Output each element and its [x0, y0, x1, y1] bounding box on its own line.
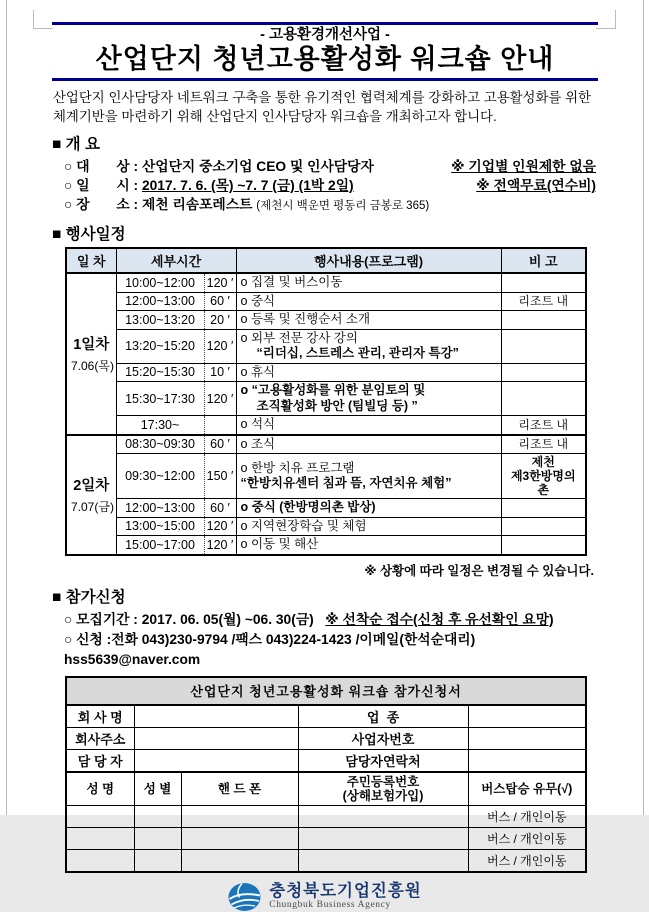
schedule-day-cell — [66, 273, 116, 435]
schedule-remark — [501, 499, 586, 518]
form-field-value — [134, 705, 298, 728]
bullet-circle-icon: ○ — [64, 178, 73, 193]
application-period-line — [52, 610, 598, 630]
form-field-label: 담 당 자 — [66, 749, 134, 772]
schedule-row — [66, 416, 586, 435]
swirl-globe-icon — [228, 882, 262, 912]
participant-header-row — [66, 772, 586, 806]
participant-header-cell: 핸 드 폰 — [181, 772, 298, 806]
participant-name — [66, 805, 134, 827]
schedule-time: 15:00~17:00 — [116, 536, 204, 555]
form-info-row — [66, 705, 586, 728]
schedule-content-line: o 이동 및 해산 — [240, 537, 319, 551]
schedule-content — [236, 273, 501, 292]
schedule-heading: ■ 행사일정 — [52, 226, 126, 243]
schedule-minutes: 150 ′ — [204, 454, 236, 499]
schedule-time: 17:30~ — [116, 416, 204, 435]
schedule-time: 12:00~13:00 — [116, 499, 204, 518]
overview-heading: ■ 개 요 — [52, 136, 100, 153]
schedule-content-line: o 석식 — [240, 417, 276, 431]
form-field-value — [468, 749, 586, 772]
schedule-row — [66, 454, 586, 499]
form-field-label: 업 종 — [298, 705, 468, 728]
schedule-content-line: 조직활성화 방안 (팀빌딩 등) ” — [256, 398, 418, 413]
participant-regnum — [298, 849, 468, 872]
participant-row — [66, 805, 586, 827]
margin-cropmark-topright — [596, 10, 616, 29]
schedule-row — [66, 536, 586, 555]
footer-org-text — [269, 883, 421, 910]
schedule-content — [236, 329, 501, 363]
application-period-note: ※ 선착순 접수(신청 후 유선확인 요망) — [325, 611, 554, 627]
overview-target-text: ○ 대 상 : 산업단지 중소기업 CEO 및 인사담당자 — [64, 159, 374, 174]
schedule-minutes: 120 ′ — [204, 517, 236, 536]
schedule-header-content: 행사내용(프로그램) — [236, 248, 501, 273]
schedule-content — [236, 416, 501, 435]
schedule-content-line: “한방치유센터 침과 뜸, 자연치유 체험” — [240, 476, 452, 490]
participant-header-cell: 주민등록번호 (상해보험가입) — [298, 772, 468, 806]
page-edge-left — [6, 0, 7, 815]
schedule-time: 13:20~15:20 — [116, 329, 204, 363]
participant-bus-option: 버스 / 개인이동 — [468, 805, 586, 827]
program-tag: - 고용환경개선사업 - — [260, 27, 390, 43]
schedule-minutes: 120 ′ — [204, 536, 236, 555]
day-date: 7.07(금) — [71, 500, 114, 514]
schedule-row — [66, 382, 586, 416]
overview-venue-value: 제천 리솜포레스트 — [141, 197, 253, 212]
schedule-time: 08:30~09:30 — [116, 435, 204, 454]
application-form-table — [65, 676, 587, 873]
overview-venue-line — [52, 195, 598, 216]
schedule-content-line: o 조식 — [240, 436, 276, 451]
schedule-header-remark: 비 고 — [501, 248, 586, 273]
margin-cropmark-topleft — [33, 10, 53, 29]
schedule-time: 12:00~13:00 — [116, 292, 204, 311]
schedule-content-line: o 지역현장학습 및 체험 — [240, 518, 367, 533]
schedule-content-line: o 중식 (한방명의촌 밥상) — [240, 500, 376, 514]
schedule-content-line: “리더십, 스트레스 관리, 관리자 특강” — [256, 346, 459, 360]
schedule-row — [66, 273, 586, 292]
participant-header-cell: 버스탑승 유무(√) — [468, 772, 586, 806]
schedule-row — [66, 517, 586, 536]
schedule-table — [65, 247, 587, 556]
schedule-minutes: 120 ′ — [204, 329, 236, 363]
form-info-row — [66, 749, 586, 772]
schedule-content — [236, 454, 501, 499]
participant-phone — [181, 849, 298, 872]
header-rule-bottom — [52, 78, 598, 81]
form-field-value — [468, 705, 586, 728]
schedule-content-line: o 휴식 — [240, 364, 276, 379]
page-edge-right — [643, 0, 644, 815]
overview-datetime-line — [52, 176, 598, 195]
form-field-value — [134, 727, 298, 749]
footer-logo — [52, 882, 598, 912]
form-info-row — [66, 727, 586, 749]
schedule-row — [66, 292, 586, 311]
form-field-value — [134, 749, 298, 772]
schedule-content-line: o 집결 및 버스이동 — [240, 275, 343, 289]
schedule-remark — [501, 382, 586, 416]
application-contact-text: ○ 신청 :전화 043)230-9794 /팩스 043)224-1423 /이메일(한석순대리) hss5639@naver.com — [64, 631, 476, 667]
schedule-minutes: 60 ′ — [204, 499, 236, 518]
org-name-korean: 충청북도기업진흥원 — [269, 882, 422, 900]
schedule-minutes: 60 ′ — [204, 435, 236, 454]
overview-venue-text: ○ 장 소 : 제천 리솜포레스트 (제천시 백운면 평동리 금봉로 365) — [64, 197, 430, 212]
schedule-remark — [501, 273, 586, 292]
overview-venue-label: 장 소 — [76, 197, 130, 212]
schedule-content — [236, 536, 501, 555]
schedule-row — [66, 311, 586, 330]
overview-target-value: 산업단지 중소기업 CEO 및 인사담당자 — [141, 159, 374, 174]
document-content — [52, 0, 598, 912]
participant-header-cell: 성 명 — [66, 772, 134, 806]
schedule-minutes: 120 ′ — [204, 382, 236, 416]
participant-bus-option: 버스 / 개인이동 — [468, 849, 586, 872]
schedule-content-line: o 등록 및 진행순서 소개 — [240, 312, 371, 326]
schedule-minutes — [204, 416, 236, 435]
overview-target-label: 대 상 — [76, 159, 130, 174]
schedule-minutes: 120 ′ — [204, 273, 236, 292]
schedule-remark — [501, 311, 586, 330]
schedule-remark: 리조트 내 — [501, 292, 586, 311]
org-name-english: Chungbuk Business Agency — [269, 900, 391, 910]
application-heading: ■ 참가신청 — [52, 588, 126, 606]
schedule-remark: 리조트 내 — [501, 416, 586, 435]
form-title: 산업단지 청년고용활성화 워크숍 참가신청서 — [66, 677, 586, 705]
schedule-content — [236, 517, 501, 536]
overview-datetime-note: ※ 전액무료(연수비) — [476, 178, 596, 193]
overview-datetime-value: 2017. 7. 6. (목) ~7. 7 (금) (1박 2일) — [141, 178, 354, 193]
schedule-content — [236, 435, 501, 454]
bullet-circle-icon: ○ — [64, 197, 73, 212]
participant-gender — [134, 827, 181, 849]
schedule-row — [66, 435, 586, 454]
intro-paragraph: 산업단지 인사담당자 네트워크 구축을 통한 유기적인 협력체계를 강화하고 고용활성화를 위한 체계기반을 마련하기 위해 산업단지 인사담당자 워크숍을 개최하고자 합니다. — [53, 90, 591, 124]
schedule-time: 15:20~15:30 — [116, 363, 204, 382]
schedule-content-line: o 중식 — [240, 293, 276, 308]
schedule-remark: 리조트 내 — [501, 435, 586, 454]
schedule-day-cell — [66, 435, 116, 555]
participant-regnum — [298, 827, 468, 849]
schedule-minutes: 60 ′ — [204, 292, 236, 311]
schedule-content — [236, 292, 501, 311]
schedule-minutes: 20 ′ — [204, 311, 236, 330]
header-rule-top — [52, 22, 598, 25]
schedule-header-row — [66, 248, 586, 273]
participant-row — [66, 849, 586, 872]
overview-datetime-text: ○ 일 시 : 2017. 7. 6. (목) ~7. 7 (금) (1박 2일) — [64, 178, 354, 193]
schedule-content-line: o “고용활성화를 위한 분임토의 및 — [240, 383, 426, 397]
bullet-circle-icon: ○ — [64, 159, 73, 174]
schedule-time: 09:30~12:00 — [116, 454, 204, 499]
schedule-row — [66, 363, 586, 382]
overview-target-note: ※ 기업별 인원제한 없음 — [451, 159, 596, 174]
schedule-remark — [501, 363, 586, 382]
participant-bus-option: 버스 / 개인이동 — [468, 827, 586, 849]
day-date: 7.06(목) — [71, 359, 114, 374]
overview-target-line — [52, 157, 598, 176]
schedule-remark — [501, 517, 586, 536]
schedule-remark: 제천 제3한방명의촌 — [501, 454, 586, 499]
application-period-value: 2017. 06. 05(월) ~06. 30(금) — [141, 611, 314, 627]
schedule-minutes: 10 ′ — [204, 363, 236, 382]
schedule-content — [236, 382, 501, 416]
schedule-content — [236, 363, 501, 382]
overview-venue-detail: (제천시 백운면 평동리 금봉로 365) — [256, 200, 430, 212]
schedule-change-note: ※ 상황에 따라 일정은 변경될 수 있습니다. — [364, 563, 594, 578]
schedule-time: 13:00~15:00 — [116, 517, 204, 536]
participant-header-cell: 성 별 — [134, 772, 181, 806]
schedule-row — [66, 329, 586, 363]
schedule-remark — [501, 536, 586, 555]
participant-gender — [134, 849, 181, 872]
day-label: 2일차 — [73, 478, 110, 494]
page-title: 산업단지 청년고용활성화 워크숍 안내 — [95, 44, 555, 74]
schedule-content-line: o 외부 전문 강사 강의 — [240, 330, 358, 345]
schedule-header-day: 일 차 — [66, 248, 116, 273]
schedule-header-time: 세부시간 — [116, 248, 236, 273]
application-period-label: ○ 모집기간 : — [64, 611, 142, 627]
participant-row — [66, 827, 586, 849]
schedule-content — [236, 311, 501, 330]
form-field-label: 담당자연락처 — [298, 749, 468, 772]
form-title-row — [66, 677, 586, 705]
schedule-row — [66, 499, 586, 518]
schedule-time: 15:30~17:30 — [116, 382, 204, 416]
day-label: 1일차 — [73, 337, 110, 354]
participant-regnum — [298, 805, 468, 827]
participant-phone — [181, 827, 298, 849]
overview-datetime-label: 일 시 — [76, 178, 130, 193]
participant-phone — [181, 805, 298, 827]
application-contact-line — [52, 630, 598, 670]
schedule-content-line: o 한방 치유 프로그램 — [240, 460, 355, 475]
participant-name — [66, 849, 134, 872]
form-field-value — [468, 727, 586, 749]
form-field-label: 회 사 명 — [66, 705, 134, 728]
schedule-content — [236, 499, 501, 518]
schedule-time: 10:00~12:00 — [116, 273, 204, 292]
schedule-remark — [501, 329, 586, 363]
form-field-label: 사업자번호 — [298, 727, 468, 749]
schedule-time: 13:00~13:20 — [116, 311, 204, 330]
participant-gender — [134, 805, 181, 827]
form-field-label: 회사주소 — [66, 727, 134, 749]
participant-name — [66, 827, 134, 849]
